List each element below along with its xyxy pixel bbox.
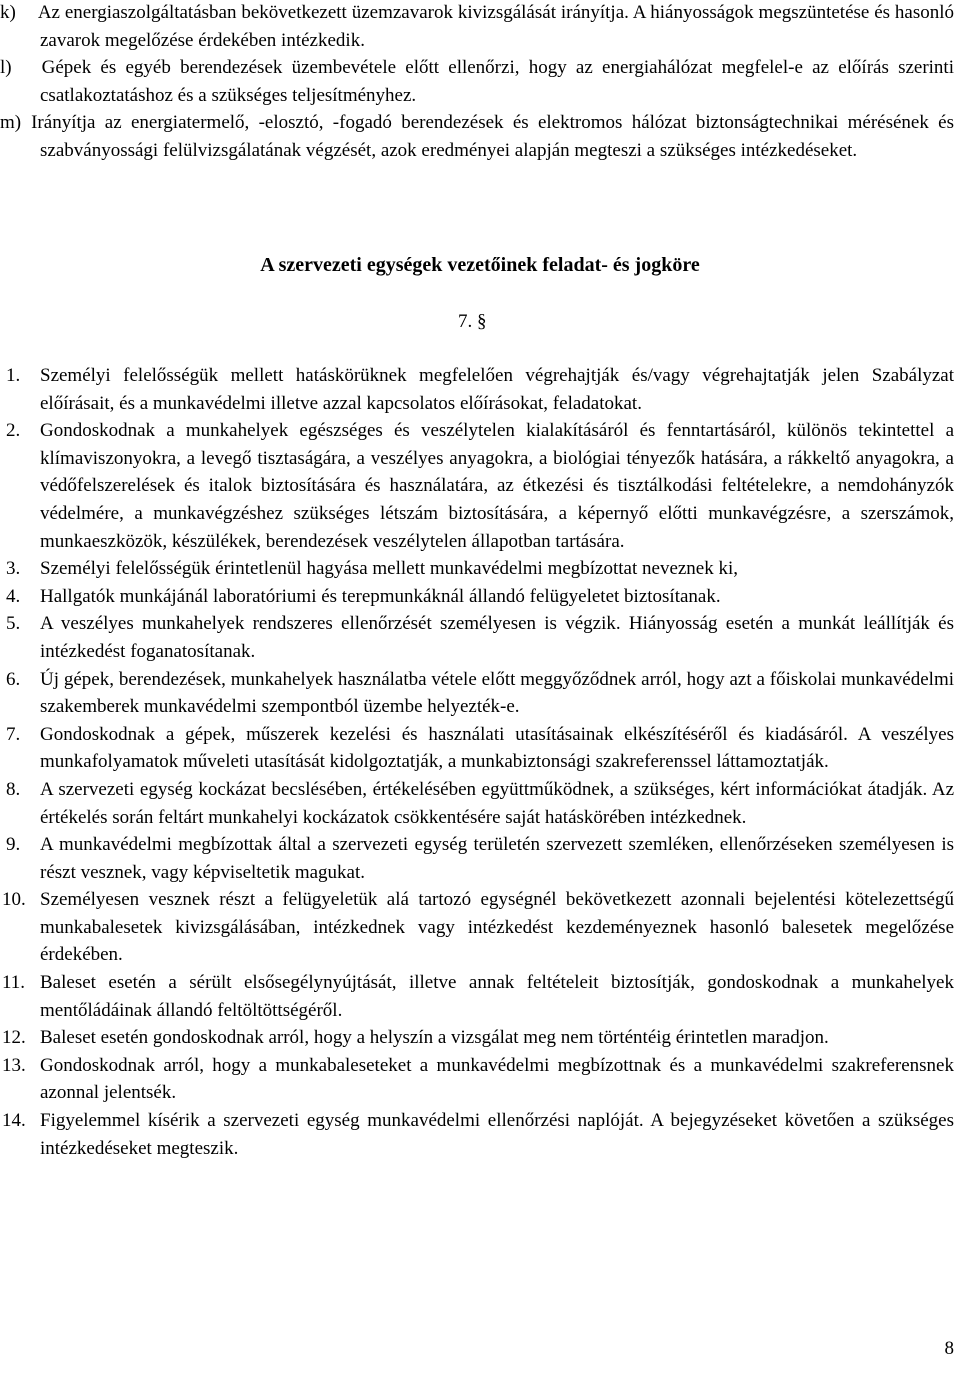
item-marker: 3.	[6, 558, 21, 580]
item-text: Az energiaszolgáltatásban bekövetkezett üzemzavarok kivizsgálását irányítja. A hiányosságok megszüntetése és hasonló zavarok megelőzése érdekében intézkedik.	[37, 2, 954, 51]
numbered-list	[0, 362, 960, 1162]
list-item-1	[0, 362, 960, 417]
list-item-14	[0, 1107, 960, 1162]
item-marker: m)	[0, 112, 22, 134]
item-marker: 7.	[6, 723, 21, 745]
item-text: Gondoskodnak arról, hogy a munkabaleseteket a munkavédelmi megbízottnak és a munkavédelmi szakreferensnek azonnal jelentsék.	[40, 1054, 954, 1104]
list-item-4	[0, 583, 960, 611]
item-text: Gondoskodnak a munkahelyek egészséges és veszélytelen kialakításáról és fenntartásáról, különös tekintettel a klímaviszonyokra, a levegő tisztaságára, a veszélyes anyagokra, a biológiai tényezők hatására, a rákkeltő anyagokra, a védőfelszerelések és italok biztosítására és használatára, az étkezési és tisztálkodási feltételekre, a nemdohányzók védelmére, a munkavégzéshez szükséges létszám biztosítására, a képernyő előtti munkavégzésre, a szerszámok, munkaeszközök, készülékek, berendezések veszélytelen állapotban tartására.	[40, 420, 954, 552]
item-text: Személyi felelősségük mellett hatáskörüknek megfelelően végrehajtják és/vagy végrehajtatják jelen Szabályzat előírásait, és a munkavédelmi illetve azzal kapcsolatos előírásokat, feladatokat.	[40, 365, 954, 414]
item-marker: 5.	[6, 613, 21, 635]
list-item-6	[0, 666, 960, 721]
item-text: Irányítja az energiatermelő, -elosztó, -fogadó berendezések és elektromos hálózat biztonságtechnikai mérésének és szabványossági felülvizsgálatának végzését, azok eredményei alapján megteszi a szükséges intézkedéseket.	[31, 112, 954, 161]
item-marker: 6.	[6, 668, 21, 690]
page-number: 8	[944, 1338, 954, 1359]
list-item-l	[0, 54, 960, 109]
list-item-7	[0, 721, 960, 776]
list-item-8	[0, 776, 960, 831]
item-marker: 8.	[6, 778, 21, 800]
item-text: Gépek és egyéb berendezések üzembevétele előtt ellenőrzi, hogy az energiahálózat megfelel-e az előírás szerinti csatlakoztatáshoz és a szükséges teljesítményhez.	[40, 57, 954, 106]
item-text: Baleset esetén gondoskodnak arról, hogy a helyszín a vizsgálat meg nem történtéig érintetlen maradjon.	[40, 1027, 829, 1049]
list-item-5	[0, 610, 960, 665]
list-item-m	[0, 109, 960, 164]
item-text: A munkavédelmi megbízottak által a szervezeti egység területén szervezett szemléken, ellenőrzéseken személyesen is részt vesznek, vagy képviseltetik magukat.	[40, 834, 954, 883]
item-marker: 14.	[2, 1110, 26, 1132]
item-marker: 2.	[6, 420, 21, 442]
item-text: A veszélyes munkahelyek rendszeres ellenőrzését személyesen is végzik. Hiányosság esetén a munkát leállítják és intézkedést foganatosítanak.	[40, 613, 954, 662]
lettered-list	[0, 0, 960, 165]
list-item-13	[0, 1052, 960, 1107]
item-marker: 9.	[6, 834, 21, 856]
item-marker: 13.	[2, 1054, 26, 1076]
item-marker: 4.	[6, 585, 21, 607]
list-item-11	[0, 969, 960, 1024]
list-item-2	[0, 417, 960, 555]
item-marker: 1.	[6, 365, 21, 386]
item-text: Gondoskodnak a gépek, műszerek kezelési és használati utasításainak elkészítéséről és kiadásáról. A veszélyes munkafolyamatok műveleti utasítását kidolgoztatják, a munkabiztonsági szakreferenssel láttamoztatják.	[40, 723, 954, 773]
item-marker: l)	[0, 57, 12, 79]
item-text: Személyesen vesznek részt a felügyeletük alá tartozó egységnél bekövetkezett azonnali bejelentési kötelezettségű munkabalesetek kivizsgálásában, intézkednek vagy intézkedést kezdeményeznek hasonló balesetek megelőzése érdekében.	[40, 889, 954, 966]
item-text: Hallgatók munkájánál laboratóriumi és terepmunkáknál állandó felügyeletet biztosítanak.	[40, 585, 721, 607]
item-text: Új gépek, berendezések, munkahelyek használatba vétele előtt meggyőződnek arról, hogy azt a főiskolai munkavédelmi szakemberek munkavédelmi szempontból üzembe helyezték-e.	[40, 668, 954, 718]
item-text: Baleset esetén a sérült elsősegélynyújtását, illetve annak feltételeit biztosítják, gondoskodnak a munkahelyek mentőládáinak állandó feltöltöttségéről.	[40, 972, 954, 1021]
list-item-10	[0, 886, 960, 969]
section-heading: A szervezeti egységek vezetőinek feladat- és jogköre	[260, 254, 700, 276]
list-item-12	[0, 1024, 960, 1052]
item-marker: 11.	[2, 972, 26, 994]
item-marker: 10.	[2, 889, 26, 911]
list-item-k	[0, 0, 960, 54]
section-number: 7. §	[458, 311, 487, 332]
list-item-9	[0, 831, 960, 886]
item-text: Figyelemmel kísérik a szervezeti egység munkavédelmi ellenőrzési naplóját. A bejegyzéseket követően a szükséges intézkedéseket megteszik.	[40, 1110, 954, 1159]
item-marker: 12.	[2, 1027, 26, 1049]
item-text: Személyi felelősségük érintetlenül hagyása mellett munkavédelmi megbízottat neveznek ki,	[40, 558, 739, 580]
item-text: A szervezeti egység kockázat becslésében, értékelésében együttműködnek, a szükséges, kért információkat átadják. Az értékelés során feltárt munkahelyi kockázatok csökkentésére saját hatáskörében intézkednek.	[40, 778, 954, 828]
item-marker: k)	[0, 2, 16, 23]
list-item-3	[0, 555, 960, 583]
